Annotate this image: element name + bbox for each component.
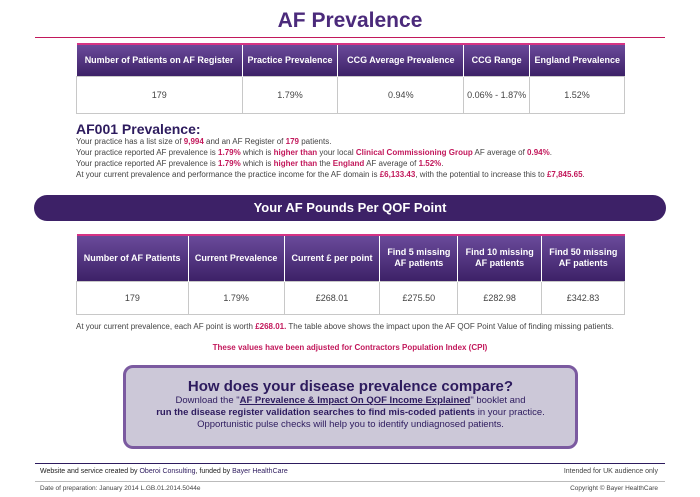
header-current-per-point: Current £ per point bbox=[284, 235, 380, 281]
af001-ccg-comparison-line: Your practice reported AF prevalence is 1.79% which is higher than your local Clinical Commissioning Group AF average of 0.94%. bbox=[76, 148, 552, 157]
point-value-note: At your current prevalence, each AF point is worth £268.01. The table above shows the impact upon the AF QOF Point Value of finding missing patients. bbox=[76, 322, 614, 331]
promo-download-line: Download the "AF Prevalence & Impact On QOF Income Explained" booklet and bbox=[175, 395, 526, 406]
promo-heading: How does your disease prevalence compare? bbox=[187, 378, 514, 395]
cell-find-50-missing: £342.83 bbox=[542, 281, 625, 314]
footer-audience: Intended for UK audience only bbox=[563, 468, 658, 475]
af001-list-size-line: Your practice has a list size of 9,994 and an AF Register of 179 patients. bbox=[76, 137, 332, 146]
af001-england-comparison-line: Your practice reported AF prevalence is 1.79% which is higher than the England AF average of 1.52%. bbox=[76, 159, 444, 168]
pounds-per-point-banner: Your AF Pounds Per QOF Point bbox=[34, 195, 666, 221]
table-header-row bbox=[77, 235, 625, 281]
cell-current-per-point: £268.01 bbox=[284, 281, 380, 314]
header-number-af-patients: Number of AF Patients bbox=[77, 235, 189, 281]
footer-copyright: Copyright © Bayer HealthCare bbox=[570, 485, 658, 492]
cpi-note: These values have been adjusted for Contractors Population Index (CPI) bbox=[212, 343, 488, 352]
header-find-5-missing: Find 5 missing AF patients bbox=[380, 235, 458, 281]
cell-number-af-patients: 179 bbox=[77, 281, 189, 314]
table-header-row bbox=[77, 44, 625, 76]
header-current-prevalence: Current Prevalence bbox=[188, 235, 284, 281]
header-ccg-average: CCG Average Prevalence bbox=[338, 44, 464, 76]
footer-divider bbox=[35, 463, 665, 464]
cell-current-prevalence: 1.79% bbox=[188, 281, 284, 314]
header-practice-prevalence: Practice Prevalence bbox=[242, 44, 338, 76]
booklet-link[interactable]: AF Prevalence & Impact On QOF Income Explained bbox=[239, 395, 471, 406]
cell-find-5-missing: £275.50 bbox=[380, 281, 458, 314]
promo-search-line: run the disease register validation searches to find mis-coded patients in your practice. bbox=[156, 407, 545, 418]
cell-england-prevalence: 1.52% bbox=[530, 76, 625, 113]
cell-ccg-average: 0.94% bbox=[338, 76, 464, 113]
promo-pulse-line: Opportunistic pulse checks will help you to identify undiagnosed patients. bbox=[197, 419, 504, 430]
prevalence-table bbox=[76, 43, 625, 114]
footer-date: Date of preparation: January 2014 L.GB.01.2014.5044e bbox=[40, 485, 201, 492]
cell-ccg-range: 0.06% - 1.87% bbox=[464, 76, 530, 113]
header-ccg-range: CCG Range bbox=[464, 44, 530, 76]
header-england-prevalence: England Prevalence bbox=[530, 44, 625, 76]
footer-credits: Website and service created by Oberoi Consulting, funded by Bayer HealthCare bbox=[40, 468, 288, 475]
header-patients-on-register: Number of Patients on AF Register bbox=[77, 44, 243, 76]
cell-practice-prevalence: 1.79% bbox=[242, 76, 338, 113]
oberoi-link[interactable]: Oberoi Consulting bbox=[139, 468, 196, 475]
table-row bbox=[77, 281, 625, 314]
pounds-per-point-table bbox=[76, 234, 625, 315]
footer-divider-secondary bbox=[35, 481, 665, 482]
page-title: AF Prevalence bbox=[277, 9, 423, 32]
cell-patients-on-register: 179 bbox=[77, 76, 243, 113]
header-find-50-missing: Find 50 missing AF patients bbox=[542, 235, 625, 281]
table-row bbox=[77, 76, 625, 113]
af001-heading: AF001 Prevalence: bbox=[76, 121, 201, 137]
header-find-10-missing: Find 10 missing AF patients bbox=[458, 235, 542, 281]
title-divider bbox=[35, 37, 665, 38]
cell-find-10-missing: £282.98 bbox=[458, 281, 542, 314]
prevalence-compare-panel bbox=[123, 365, 578, 449]
af001-income-line: At your current prevalence and performance the practice income for the AF domain is £6,133.43, with the potential to increase this to £7,845.65. bbox=[76, 170, 585, 179]
bayer-link[interactable]: Bayer HealthCare bbox=[232, 468, 288, 475]
